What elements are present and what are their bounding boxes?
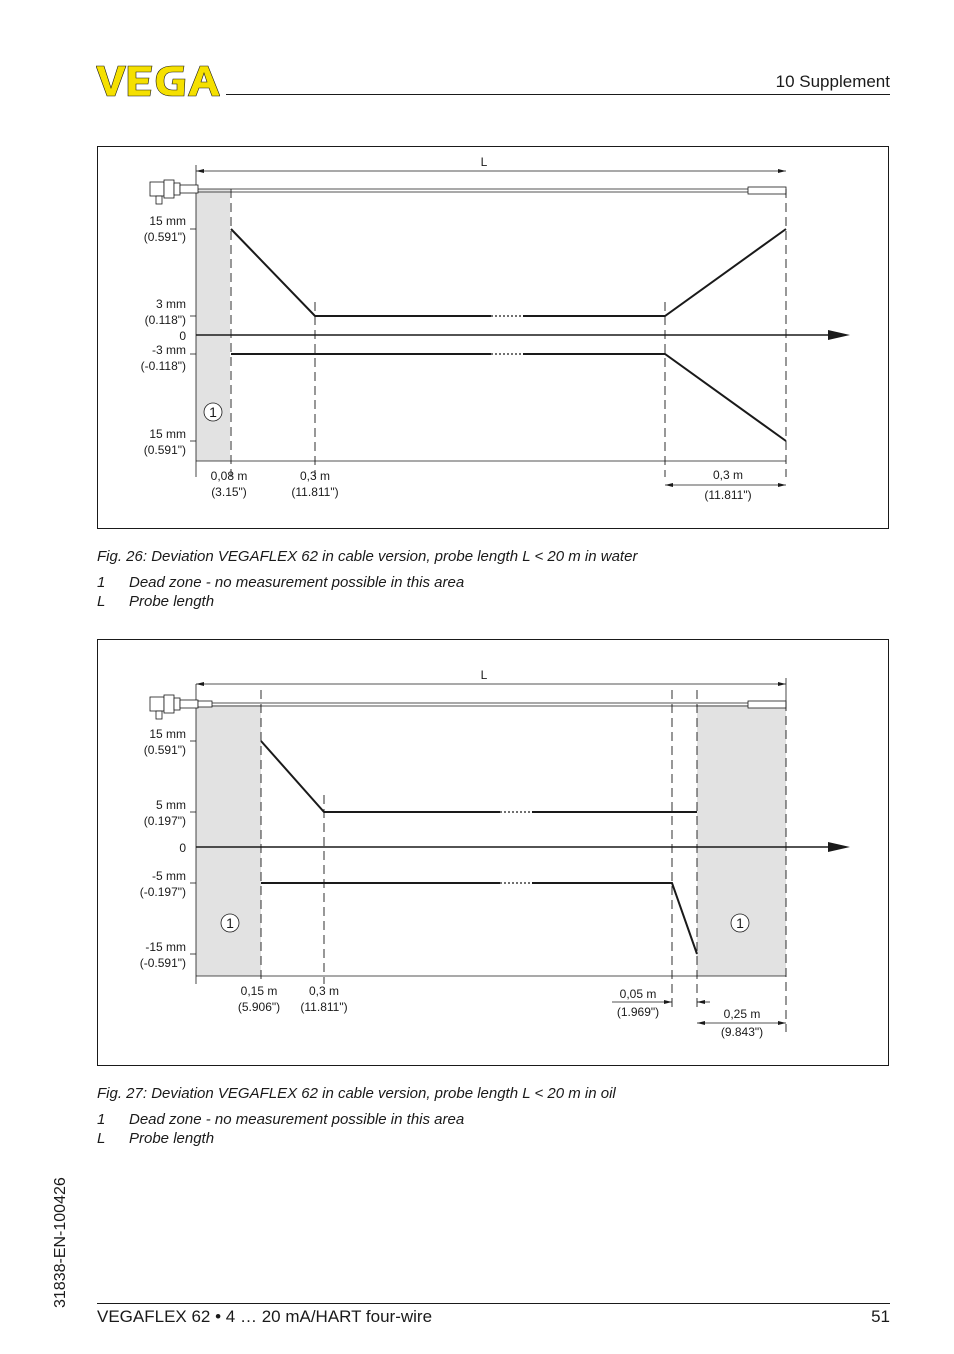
length-label: L <box>480 155 488 169</box>
probe-weight-icon <box>748 187 786 194</box>
y-label: -5 mm <box>152 869 186 883</box>
y-label: 15 mm <box>149 214 186 228</box>
y-label: (-0.591") <box>139 956 186 970</box>
x-label: (11.811") <box>300 1000 348 1014</box>
legend-item: L Probe length <box>97 593 215 610</box>
figure-26-caption: Fig. 26: Deviation VEGAFLEX 62 in cable version, probe length L < 20 m in water <box>97 548 638 565</box>
figure-26-box <box>97 146 889 529</box>
document-code <box>48 1158 70 1308</box>
footer-product: VEGAFLEX 62 • 4 … 20 mA/HART four-wire <box>97 1307 433 1326</box>
header-rule <box>226 94 890 95</box>
y-label: 15 mm <box>149 427 186 441</box>
section-title: 10 Supplement <box>775 72 890 91</box>
y-label: -3 mm <box>152 343 186 357</box>
y-label: (-0.197") <box>139 885 186 899</box>
length-label: L <box>480 668 488 682</box>
page-number: 51 <box>871 1307 890 1326</box>
legend-item: 1 Dead zone - no measurement possible in this area <box>97 574 465 591</box>
y-label: (0.197") <box>143 814 186 828</box>
y-label: (0.591") <box>143 230 186 244</box>
x-label: (1.969") <box>616 1005 660 1019</box>
y-label: 0 <box>179 841 186 855</box>
y-label: (0.591") <box>143 743 186 757</box>
x-label: 0,05 m <box>619 987 657 1001</box>
dead-zone-marker-label: 1 <box>736 915 744 931</box>
y-label: 5 mm <box>156 798 186 812</box>
figure-26-diagram <box>98 147 890 530</box>
x-label: 0,3 m <box>299 469 331 483</box>
y-label: 15 mm <box>149 727 186 741</box>
y-label: 3 mm <box>156 297 186 311</box>
y-label: (-0.118") <box>140 359 186 373</box>
x-label: (11.811") <box>291 485 339 499</box>
dead-zone-top <box>196 705 261 976</box>
legend-item: L Probe length <box>97 1130 215 1147</box>
x-label: (9.843") <box>720 1025 764 1039</box>
vega-logo <box>96 64 220 98</box>
x-label: (3.15") <box>211 485 247 499</box>
dead-zone-marker-label: 1 <box>226 915 234 931</box>
y-label: -15 mm <box>145 940 186 954</box>
x-label: (5.906") <box>237 1000 281 1014</box>
svg-text:31838-EN-100426: 31838-EN-100426 <box>52 1177 69 1308</box>
y-label: (0.591") <box>143 443 186 457</box>
dead-zone-bottom <box>697 705 786 976</box>
sensor-head-icon <box>150 180 198 204</box>
x-label: 0,15 m <box>240 984 278 998</box>
x-label: 0,25 m <box>723 1007 761 1021</box>
x-label: 0,3 m <box>712 468 744 482</box>
figure-27-caption: Fig. 27: Deviation VEGAFLEX 62 in cable version, probe length L < 20 m in oil <box>97 1085 616 1102</box>
footer-rule <box>97 1303 890 1304</box>
figure-27-box <box>97 639 889 1066</box>
x-label: (11.811") <box>704 488 752 502</box>
legend-item: 1 Dead zone - no measurement possible in this area <box>97 1111 465 1128</box>
x-label: 0,3 m <box>308 984 340 998</box>
y-label: 0 <box>179 329 186 343</box>
dead-zone-marker-label: 1 <box>209 404 217 420</box>
y-label: (0.118") <box>144 313 186 327</box>
x-label: 0,08 m <box>210 469 248 483</box>
figure-27-diagram <box>98 640 890 1067</box>
probe-weight-icon <box>748 701 786 708</box>
